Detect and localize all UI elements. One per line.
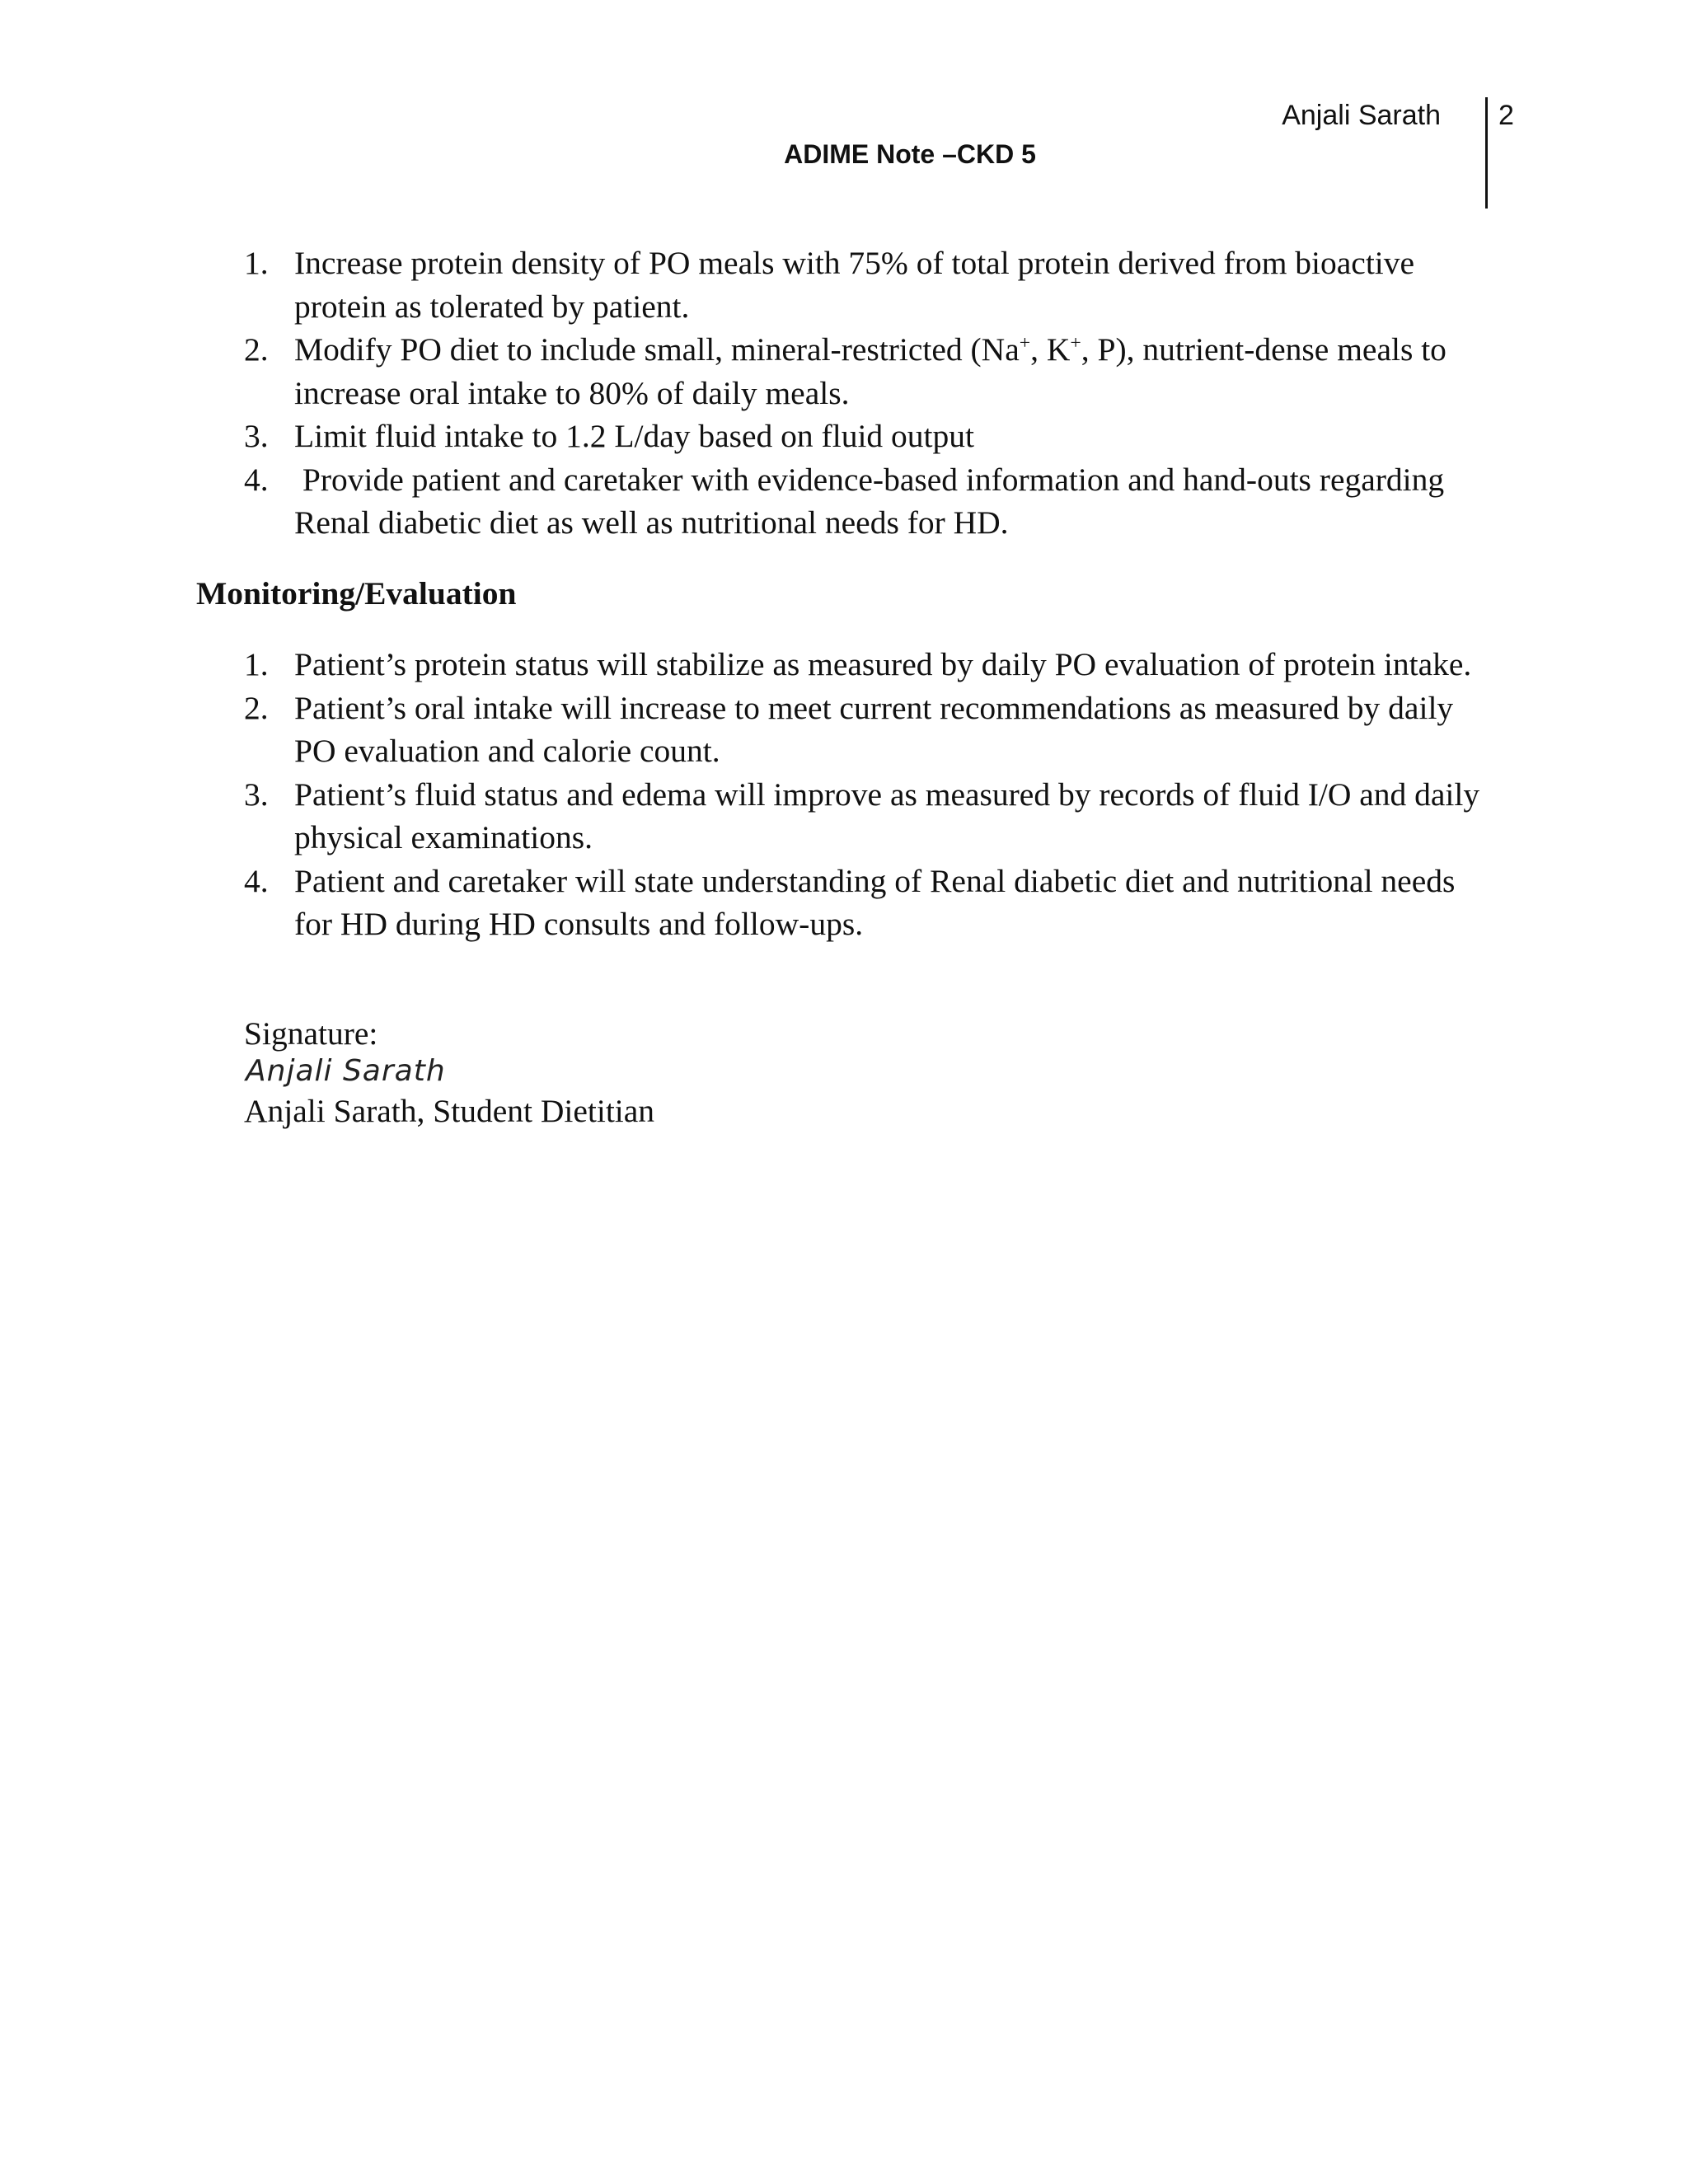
list-item [244, 458, 1480, 545]
signature-name: Anjali Sarath, Student Dietitian [244, 1093, 655, 1129]
sodium-charge: + [1019, 331, 1031, 354]
document-title: ADIME Note –CKD 5 [784, 139, 1036, 169]
list-item [244, 415, 1480, 458]
page-number: 2 [1498, 100, 1514, 131]
list-item-text: Provide patient and caretaker with evidence-based information and hand-outs regarding Renal diabetic diet as well as nutritional needs for HD. [294, 461, 1445, 541]
list-item-text: Patient’s protein status will stabilize as measured by daily PO evaluation of protein intake. [294, 646, 1472, 682]
list-item [244, 687, 1480, 773]
list-item-text: Patient’s fluid status and edema will improve as measured by records of fluid I/O and daily physical examinations. [294, 776, 1480, 855]
list-item-number: 4. [244, 461, 269, 498]
handwritten-signature: Anjali Sarath [246, 1054, 446, 1088]
list-item-text-part: Modify PO diet to include small, mineral-restricted (Na [294, 331, 1020, 368]
list-item [244, 773, 1480, 860]
list-item-text: Patient’s oral intake will increase to meet current recommendations as measured by daily PO evaluation and calorie count. [294, 689, 1454, 769]
list-item-number: 2. [244, 331, 269, 368]
monitoring-list [244, 643, 1480, 946]
header-author: Anjali Sarath [1282, 100, 1441, 131]
list-item-text: Increase protein density of PO meals with 75% of total protein derived from bioactive protein as tolerated by patient. [294, 245, 1415, 325]
list-item-number: 4. [244, 862, 269, 899]
list-item-number: 1. [244, 245, 269, 281]
signature-label: Signature: [244, 1015, 378, 1052]
list-item-text: Patient and caretaker will state understanding of Renal diabetic diet and nutritional needs for HD during HD consults and follow-ups. [294, 862, 1456, 942]
list-item [244, 643, 1480, 687]
list-item-text-part: , K [1030, 331, 1071, 368]
list-item-number: 3. [244, 418, 269, 454]
interventions-list [244, 241, 1480, 545]
list-item-number: 2. [244, 689, 269, 726]
list-item-text [294, 331, 1447, 411]
list-item-number: 1. [244, 646, 269, 682]
list-item-text-part: , P), nutrient-dense meals to increase oral intake to 80% of daily meals. [294, 331, 1447, 411]
list-item-number: 3. [244, 776, 269, 813]
potassium-charge: + [1070, 331, 1081, 354]
list-item [244, 241, 1480, 328]
list-item-text: Limit fluid intake to 1.2 L/day based on fluid output [294, 418, 974, 454]
list-item [244, 860, 1480, 946]
list-item [244, 328, 1480, 415]
section-heading-monitoring: Monitoring/Evaluation [196, 575, 517, 612]
